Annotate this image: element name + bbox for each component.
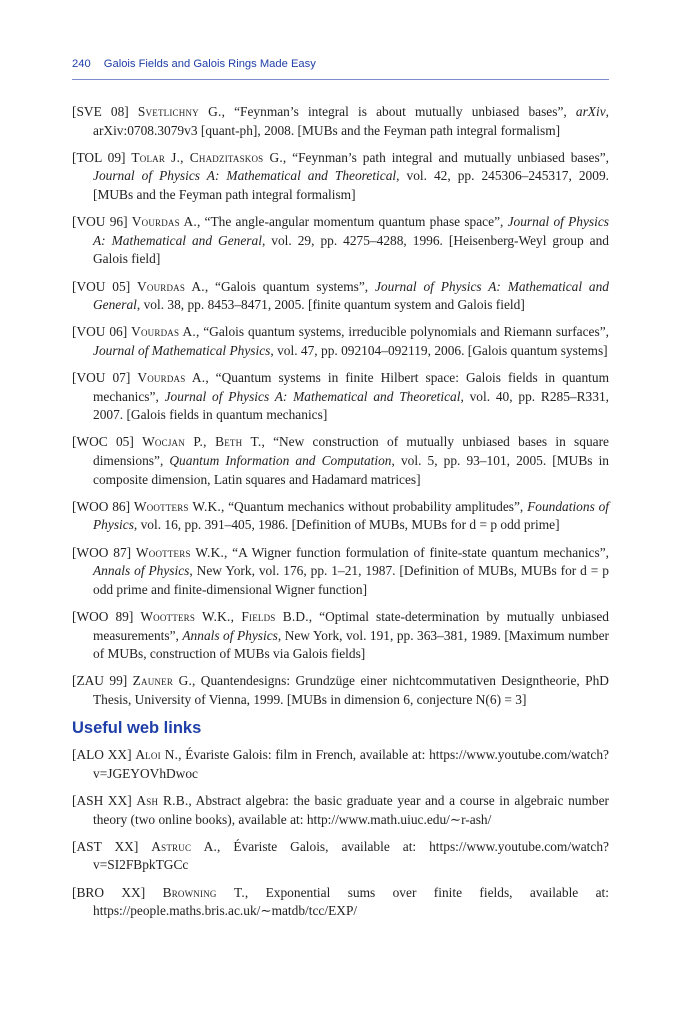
reference-key: [WOO 89] — [72, 609, 134, 624]
reference-venue: Quantum Information and Computation — [169, 453, 392, 469]
bibliography — [72, 103, 609, 929]
reference-entry — [72, 498, 609, 535]
reference-entry — [72, 544, 609, 600]
web-link-key: [ALO XX] — [72, 747, 132, 763]
reference-entry — [72, 369, 609, 425]
reference-key: [TOL 09] — [72, 149, 126, 165]
reference-entry — [72, 433, 609, 489]
reference-details: , vol. 5, pp. 93–101, 2005. [MUBs in composite dimension, Latin squares and Hadamard matrices] — [93, 453, 609, 487]
reference-entry — [72, 672, 609, 709]
reference-authors: Vourdas A. — [137, 370, 206, 386]
reference-title: , “Quantum mechanics without probability amplitudes”, — [220, 498, 528, 514]
reference-details: , vol. 38, pp. 8453–8471, 2005. [finite quantum system and Galois field] — [136, 297, 525, 313]
reference-venue: Journal of Mathematical Physics — [93, 342, 271, 358]
reference-details: , vol. 42, pp. 245306–245317, 2009. [MUBs and the Feyman path integral formalism] — [93, 168, 609, 202]
web-link-authors: Ash R.B. — [136, 792, 189, 808]
reference-authors: Svetlichny G. — [137, 104, 222, 119]
web-link-entry — [72, 884, 609, 921]
reference-key: [VOU 07] — [72, 370, 131, 386]
reference-venue: Annals of Physics — [182, 627, 278, 643]
reference-authors: Wocjan P., Beth T. — [142, 434, 262, 450]
reference-entry — [72, 608, 609, 664]
web-link-authors: Astruc A. — [151, 838, 218, 854]
web-link-key: [BRO XX] — [72, 884, 146, 900]
web-link-entry — [72, 792, 609, 829]
reference-key: [VOU 06] — [72, 324, 128, 340]
reference-title: , Quantendesigns: Grundzüge einer nichtcommutativen Designtheorie, PhD Thesis, University of Vienna, 1999. [MUBs in dimension 6, conjecture N(6) = 3] — [93, 673, 609, 707]
reference-key: [WOO 87] — [72, 544, 132, 560]
reference-entry — [72, 149, 609, 205]
reference-title: , “Optimal state-determination by mutually unbiased measurements”, — [93, 609, 609, 643]
section-heading-web-links: Useful web links — [72, 719, 202, 738]
reference-title: , “New construction of mutually unbiased bases in square dimensions”, — [93, 434, 609, 469]
reference-title: , “Quantum systems in finite Hilbert space: Galois fields in quantum mechanics”, — [93, 370, 609, 404]
web-link-entry — [72, 838, 609, 875]
web-link-text: , Exponential sums over finite fields, available at: https://people.maths.bris.ac.uk/∼matdb/tcc/EXP/ — [93, 884, 609, 919]
reference-key: [WOO 86] — [72, 498, 131, 514]
reference-title: , “Feynman’s integral is about mutually unbiased bases”, — [221, 104, 576, 119]
reference-key: [VOU 05] — [72, 278, 131, 294]
header-rule — [72, 79, 609, 80]
reference-venue: Journal of Physics A: Mathematical and Theoretical — [93, 168, 397, 184]
reference-authors: Vourdas A. — [131, 214, 197, 230]
reference-venue: Journal of Physics A: Mathematical and Theoretical — [164, 388, 461, 404]
reference-details: , vol. 16, pp. 391–405, 1986. [Definition of MUBs, MUBs for d = p odd prime] — [133, 517, 560, 533]
page-number: 240 — [72, 58, 91, 70]
reference-authors: Tolar J., Chadzitaskos G. — [131, 149, 283, 165]
reference-key: [VOU 96] — [72, 214, 128, 230]
reference-title: , “Galois quantum systems”, — [204, 278, 375, 294]
reference-details: , vol. 40, pp. R285–R331, 2007. [Galois fields in quantum mechanics] — [93, 388, 609, 423]
reference-entry — [72, 103, 609, 140]
running-title: Galois Fields and Galois Rings Made Easy — [103, 58, 316, 70]
web-link-text: , Évariste Galois: film in French, available at: https://www.youtube.com/watch?v=JGEYOVhDwoc — [93, 747, 609, 781]
web-link-text: , Évariste Galois, available at: https://www.youtube.com/watch?v=SI2FBpkTGCc — [93, 838, 609, 873]
reference-details: , arXiv:0708.3079v3 [quant-ph], 2008. [MUBs and the Feyman path integral formalism] — [93, 104, 609, 138]
reference-entry — [72, 213, 609, 269]
reference-key: [WOC 05] — [72, 434, 134, 450]
reference-title: , “The angle-angular momentum quantum phase space”, — [196, 214, 508, 230]
reference-venue: Journal of Physics A: Mathematical and General — [93, 278, 610, 313]
reference-key: [SVE 08] — [72, 104, 129, 119]
reference-details: , New York, vol. 191, pp. 363–381, 1989. [Maximum number of MUBs, construction of MUBs via Galois fields] — [93, 627, 609, 662]
reference-entry — [72, 323, 609, 360]
web-link-entry — [72, 746, 609, 783]
web-link-key: [ASH XX] — [72, 792, 132, 808]
reference-list — [72, 103, 609, 710]
reference-venue: Foundations of Physics — [93, 498, 609, 533]
web-link-authors: Aloi N. — [135, 747, 179, 763]
reference-authors: Wootters W.K., Fields B.D. — [140, 609, 309, 624]
reference-details: , vol. 47, pp. 092104–092119, 2006. [Galois quantum systems] — [270, 342, 608, 358]
reference-entry — [72, 278, 609, 315]
reference-details: , New York, vol. 176, pp. 1–21, 1987. [Definition of MUBs, MUBs for d = p odd prime and finite-dimensional Wigner function] — [93, 563, 609, 597]
running-header — [72, 58, 609, 70]
reference-authors: Zauner G. — [132, 673, 193, 689]
reference-venue: Annals of Physics — [93, 563, 190, 579]
web-link-list — [72, 746, 609, 921]
reference-authors: Vourdas A. — [137, 278, 205, 294]
web-link-authors: Browning T. — [162, 884, 245, 900]
reference-title: , “Galois quantum systems, irreducible polynomials and Riemann surfaces”, — [195, 324, 609, 340]
reference-key: [ZAU 99] — [72, 673, 128, 689]
reference-title: , “A Wigner function formulation of finite-state quantum mechanics”, — [224, 544, 610, 560]
reference-details: , vol. 29, pp. 4275–4288, 1996. [Heisenberg-Weyl group and Galois field] — [93, 232, 609, 267]
reference-authors: Vourdas A. — [131, 324, 196, 340]
reference-authors: Wootters W.K. — [133, 498, 221, 514]
web-link-key: [AST XX] — [72, 838, 139, 854]
reference-venue: Journal of Physics A: Mathematical and General — [93, 214, 609, 248]
web-link-text: , Abstract algebra: the basic graduate year and a course in algebraic number theory (two online books), available at: http://www.math.uiuc.edu/∼r-ash/ — [93, 792, 609, 827]
reference-title: , “Feynman’s path integral and mutually unbiased bases”, — [282, 149, 610, 165]
reference-venue: arXiv — [575, 104, 606, 119]
reference-authors: Wootters W.K. — [135, 544, 225, 560]
